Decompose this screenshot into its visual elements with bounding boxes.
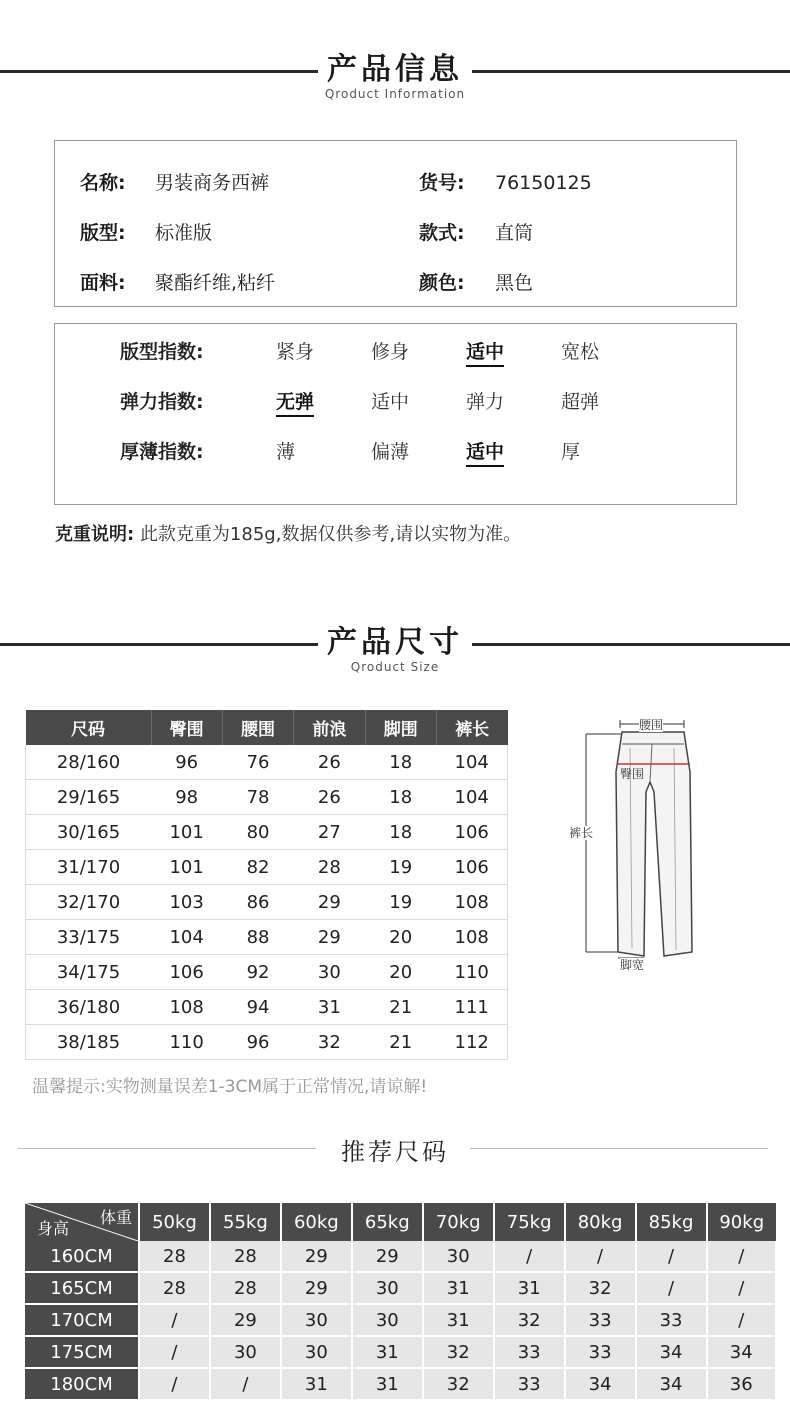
size-col-header: 裤长 bbox=[436, 710, 507, 745]
measurement-tip: 温馨提示:实物测量误差1-3CM属于正常情况,请谅解! bbox=[32, 1077, 428, 1097]
weight-col-header: 50kg bbox=[139, 1203, 210, 1241]
index-fit-option-selected: 适中 bbox=[466, 340, 504, 367]
rec-cell: 28 bbox=[139, 1241, 210, 1272]
size-cell: 30 bbox=[294, 955, 365, 990]
info-sku-label: 货号: bbox=[419, 172, 465, 194]
size-cell: 33/175 bbox=[26, 920, 152, 955]
info-fabric-label: 面料: bbox=[80, 272, 126, 294]
table-row bbox=[26, 990, 508, 1025]
pants-illustration bbox=[560, 712, 740, 982]
info-style bbox=[419, 221, 534, 245]
info-color-label: 颜色: bbox=[419, 272, 465, 294]
size-col-header: 前浪 bbox=[294, 710, 365, 745]
rec-cell: 34 bbox=[707, 1336, 777, 1368]
size-col-header: 尺码 bbox=[26, 710, 152, 745]
rec-cell: 31 bbox=[352, 1336, 423, 1368]
size-cell: 21 bbox=[365, 990, 436, 1025]
rec-cell: 30 bbox=[352, 1272, 423, 1304]
rec-cell: 29 bbox=[281, 1272, 352, 1304]
table-row bbox=[25, 1304, 776, 1336]
info-section-subtitle: Qroduct Information bbox=[324, 87, 466, 101]
size-cell: 112 bbox=[436, 1025, 507, 1060]
rec-cell: 29 bbox=[281, 1241, 352, 1272]
rec-cell: 30 bbox=[423, 1241, 494, 1272]
info-sku bbox=[419, 171, 592, 195]
info-name-value: 男装商务西裤 bbox=[155, 172, 270, 194]
size-cell: 20 bbox=[365, 920, 436, 955]
index-stretch-option: 弹力 bbox=[466, 391, 505, 413]
size-cell: 104 bbox=[436, 745, 507, 780]
height-row-header: 170CM bbox=[25, 1304, 139, 1336]
size-cell: 106 bbox=[151, 955, 222, 990]
index-thickness-option-selected: 适中 bbox=[466, 440, 504, 467]
info-fit-value: 标准版 bbox=[155, 222, 213, 244]
rec-cell: 33 bbox=[565, 1336, 636, 1368]
size-col-header: 腰围 bbox=[222, 710, 293, 745]
info-color-value: 黑色 bbox=[495, 272, 534, 294]
size-cell: 108 bbox=[151, 990, 222, 1025]
size-table bbox=[25, 710, 508, 1060]
rec-cell: 32 bbox=[423, 1368, 494, 1400]
size-cell: 98 bbox=[151, 780, 222, 815]
table-row bbox=[26, 815, 508, 850]
rec-cell: 28 bbox=[210, 1241, 281, 1272]
corner-weight-label: 体重 bbox=[99, 1208, 132, 1227]
index-label-fit: 版型指数: bbox=[120, 341, 204, 363]
size-cell: 31/170 bbox=[26, 850, 152, 885]
size-cell: 110 bbox=[151, 1025, 222, 1060]
rec-cell: 34 bbox=[636, 1368, 707, 1400]
size-cell: 101 bbox=[151, 815, 222, 850]
rec-cell: 30 bbox=[281, 1336, 352, 1368]
size-cell: 108 bbox=[436, 920, 507, 955]
size-cell: 30/165 bbox=[26, 815, 152, 850]
info-color bbox=[419, 271, 534, 295]
rec-cell: / bbox=[636, 1241, 707, 1272]
size-cell: 76 bbox=[222, 745, 293, 780]
rec-cell: 33 bbox=[636, 1304, 707, 1336]
diagram-label-waist: 腰围 bbox=[639, 718, 664, 732]
size-cell: 78 bbox=[222, 780, 293, 815]
rec-cell: / bbox=[139, 1336, 210, 1368]
index-stretch-option-selected: 无弹 bbox=[276, 390, 314, 417]
weight-col-header: 80kg bbox=[565, 1203, 636, 1241]
size-cell: 92 bbox=[222, 955, 293, 990]
size-cell: 32/170 bbox=[26, 885, 152, 920]
rec-cell: 32 bbox=[494, 1304, 565, 1336]
rec-cell: 30 bbox=[281, 1304, 352, 1336]
size-col-header: 臀围 bbox=[151, 710, 222, 745]
info-name-label: 名称: bbox=[80, 172, 126, 194]
size-section-subtitle: Qroduct Size bbox=[350, 660, 440, 674]
size-cell: 29/165 bbox=[26, 780, 152, 815]
size-cell: 106 bbox=[436, 850, 507, 885]
table-row bbox=[26, 920, 508, 955]
rec-cell: 31 bbox=[423, 1272, 494, 1304]
diagram-label-length: 裤长 bbox=[569, 826, 594, 840]
rec-cell: 33 bbox=[565, 1304, 636, 1336]
rec-cell: 34 bbox=[565, 1368, 636, 1400]
size-cell: 94 bbox=[222, 990, 293, 1025]
size-cell: 26 bbox=[294, 745, 365, 780]
rec-cell: 31 bbox=[494, 1272, 565, 1304]
weight-col-header: 65kg bbox=[352, 1203, 423, 1241]
weight-note-text: 此款克重为185g,数据仅供参考,请以实物为准。 bbox=[139, 524, 522, 545]
size-table-header-row bbox=[26, 710, 508, 745]
rec-cell: 31 bbox=[352, 1368, 423, 1400]
size-cell: 108 bbox=[436, 885, 507, 920]
table-row bbox=[26, 850, 508, 885]
corner-diagonal bbox=[25, 1203, 138, 1241]
table-row bbox=[26, 885, 508, 920]
index-fit-option: 宽松 bbox=[561, 341, 600, 363]
size-cell: 18 bbox=[365, 745, 436, 780]
weight-note-label: 克重说明: bbox=[55, 524, 135, 545]
rec-cell: 33 bbox=[494, 1336, 565, 1368]
size-cell: 19 bbox=[365, 850, 436, 885]
size-cell: 111 bbox=[436, 990, 507, 1025]
size-cell: 104 bbox=[436, 780, 507, 815]
table-row bbox=[25, 1368, 776, 1400]
size-section-header bbox=[0, 618, 790, 678]
index-thickness-option: 薄 bbox=[276, 441, 296, 463]
recommend-size-table bbox=[25, 1203, 777, 1401]
diagram-label-hem: 脚宽 bbox=[620, 958, 645, 972]
rec-cell: / bbox=[139, 1304, 210, 1336]
index-stretch-option: 适中 bbox=[371, 391, 410, 413]
info-fit bbox=[80, 221, 213, 245]
rec-cell: / bbox=[210, 1368, 281, 1400]
weight-col-header: 75kg bbox=[494, 1203, 565, 1241]
corner-height-label: 身高 bbox=[37, 1219, 70, 1238]
size-cell: 103 bbox=[151, 885, 222, 920]
size-cell: 110 bbox=[436, 955, 507, 990]
index-fit-option: 紧身 bbox=[276, 341, 315, 363]
index-label-stretch: 弹力指数: bbox=[120, 391, 204, 413]
rec-cell: 29 bbox=[352, 1241, 423, 1272]
rec-cell: 28 bbox=[210, 1272, 281, 1304]
index-label-thickness: 厚薄指数: bbox=[120, 441, 204, 463]
size-cell: 19 bbox=[365, 885, 436, 920]
table-row bbox=[25, 1241, 776, 1272]
height-row-header: 175CM bbox=[25, 1336, 139, 1368]
size-cell: 38/185 bbox=[26, 1025, 152, 1060]
size-cell: 86 bbox=[222, 885, 293, 920]
size-cell: 29 bbox=[294, 920, 365, 955]
size-cell: 106 bbox=[436, 815, 507, 850]
rec-cell: / bbox=[494, 1241, 565, 1272]
info-section-header bbox=[0, 45, 790, 105]
rec-cell: 30 bbox=[210, 1336, 281, 1368]
table-row bbox=[25, 1272, 776, 1304]
weight-col-header: 85kg bbox=[636, 1203, 707, 1241]
recommend-title: 推荐尺码 bbox=[341, 1138, 449, 1166]
size-cell: 31 bbox=[294, 990, 365, 1025]
size-cell: 18 bbox=[365, 780, 436, 815]
rec-cell: 33 bbox=[494, 1368, 565, 1400]
info-fabric-value: 聚酯纤维,粘纤 bbox=[155, 272, 276, 294]
recommend-corner-cell bbox=[25, 1203, 139, 1241]
rec-cell: 36 bbox=[707, 1368, 777, 1400]
table-row bbox=[26, 1025, 508, 1060]
rec-cell: / bbox=[636, 1272, 707, 1304]
weight-col-header: 70kg bbox=[423, 1203, 494, 1241]
rec-cell: 34 bbox=[636, 1336, 707, 1368]
index-stretch-option: 超弹 bbox=[561, 391, 600, 413]
height-row-header: 165CM bbox=[25, 1272, 139, 1304]
size-cell: 32 bbox=[294, 1025, 365, 1060]
weight-col-header: 55kg bbox=[210, 1203, 281, 1241]
size-cell: 34/175 bbox=[26, 955, 152, 990]
rec-cell: / bbox=[565, 1241, 636, 1272]
info-style-value: 直筒 bbox=[495, 222, 534, 244]
size-cell: 96 bbox=[222, 1025, 293, 1060]
info-section-title: 产品信息 bbox=[327, 52, 463, 87]
size-cell: 26 bbox=[294, 780, 365, 815]
index-thickness-option: 厚 bbox=[561, 441, 581, 463]
size-cell: 88 bbox=[222, 920, 293, 955]
rec-cell: 30 bbox=[352, 1304, 423, 1336]
size-cell: 20 bbox=[365, 955, 436, 990]
size-cell: 82 bbox=[222, 850, 293, 885]
size-cell: 80 bbox=[222, 815, 293, 850]
info-fit-label: 版型: bbox=[80, 222, 126, 244]
index-box bbox=[54, 323, 737, 505]
size-cell: 29 bbox=[294, 885, 365, 920]
index-fit-option: 修身 bbox=[371, 341, 410, 363]
size-cell: 96 bbox=[151, 745, 222, 780]
table-row bbox=[25, 1336, 776, 1368]
size-cell: 28/160 bbox=[26, 745, 152, 780]
size-cell: 36/180 bbox=[26, 990, 152, 1025]
info-style-label: 款式: bbox=[419, 222, 465, 244]
height-row-header: 160CM bbox=[25, 1241, 139, 1272]
size-cell: 27 bbox=[294, 815, 365, 850]
diagram-label-hip: 臀围 bbox=[620, 767, 645, 781]
info-name bbox=[80, 171, 270, 195]
index-thickness-option: 偏薄 bbox=[371, 441, 410, 463]
size-cell: 28 bbox=[294, 850, 365, 885]
size-col-header: 脚围 bbox=[365, 710, 436, 745]
rec-cell: / bbox=[139, 1368, 210, 1400]
pants-measurement-diagram bbox=[560, 712, 740, 982]
weight-col-header: 90kg bbox=[707, 1203, 777, 1241]
info-fabric bbox=[80, 271, 276, 295]
rec-cell: 29 bbox=[210, 1304, 281, 1336]
table-row bbox=[26, 745, 508, 780]
rec-cell: 31 bbox=[423, 1304, 494, 1336]
rec-cell: 32 bbox=[423, 1336, 494, 1368]
rec-cell: 31 bbox=[281, 1368, 352, 1400]
table-row bbox=[26, 780, 508, 815]
info-sku-value: 76150125 bbox=[495, 172, 592, 194]
size-cell: 21 bbox=[365, 1025, 436, 1060]
size-cell: 101 bbox=[151, 850, 222, 885]
weight-col-header: 60kg bbox=[281, 1203, 352, 1241]
rec-cell: 32 bbox=[565, 1272, 636, 1304]
weight-note bbox=[55, 523, 521, 547]
rec-cell: / bbox=[707, 1304, 777, 1336]
product-info-box bbox=[54, 140, 737, 307]
rec-cell: 28 bbox=[139, 1272, 210, 1304]
size-cell: 18 bbox=[365, 815, 436, 850]
table-row bbox=[26, 955, 508, 990]
rec-cell: / bbox=[707, 1241, 777, 1272]
height-row-header: 180CM bbox=[25, 1368, 139, 1400]
size-section-title: 产品尺寸 bbox=[327, 625, 463, 660]
recommend-header-row bbox=[25, 1203, 776, 1241]
rec-cell: / bbox=[707, 1272, 777, 1304]
size-cell: 104 bbox=[151, 920, 222, 955]
